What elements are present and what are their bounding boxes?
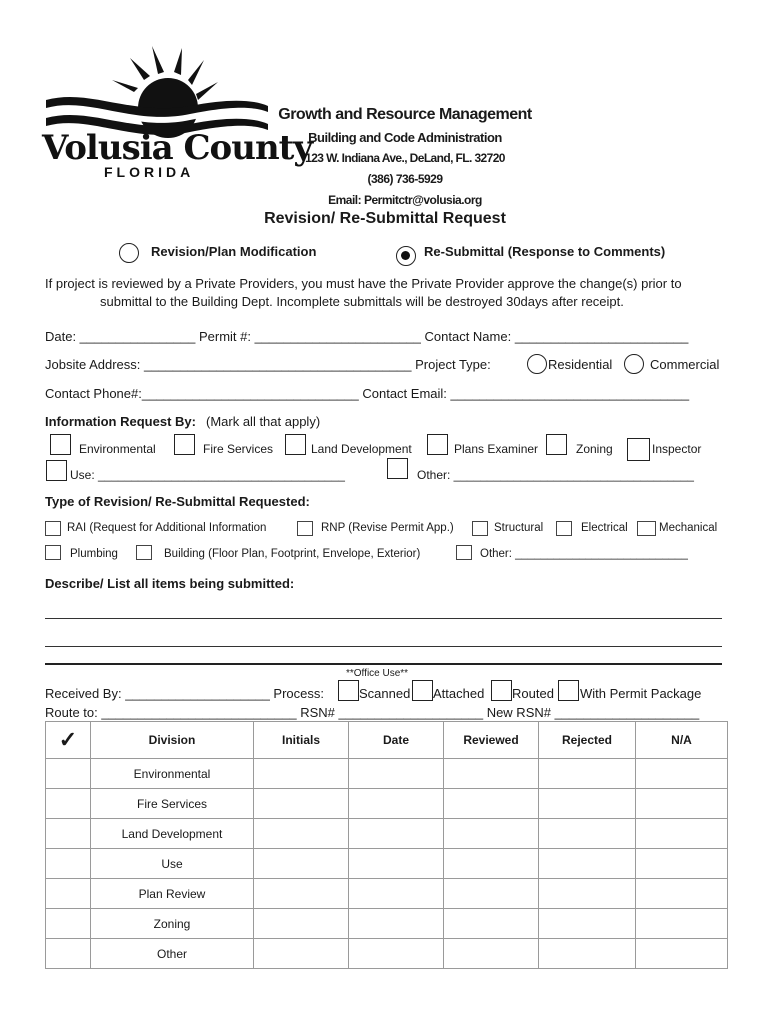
describe-line-2[interactable] <box>45 646 722 647</box>
revision-type-heading: Type of Revision/ Re-Submittal Requested: <box>45 494 310 509</box>
sun-logo-icon <box>40 42 270 142</box>
column-header: Date <box>349 722 444 759</box>
rejected-cell[interactable] <box>539 939 636 969</box>
initials-cell[interactable] <box>254 879 349 909</box>
checkbox-scanned[interactable] <box>338 680 359 701</box>
office-use-label: **Office Use** <box>346 668 409 679</box>
division-cell: Other <box>91 939 254 969</box>
route-rsn-line[interactable]: Route to: ___________________________ RSN# ____________________ New RSN# ____________________ <box>45 705 700 720</box>
table-header-row <box>46 722 728 759</box>
checkbox-building[interactable] <box>136 545 152 560</box>
na-cell[interactable] <box>636 789 728 819</box>
na-cell[interactable] <box>636 759 728 789</box>
other-request-line[interactable]: Other: ____________________________________ <box>417 468 694 482</box>
logo-county-name: Volusia County <box>42 128 313 168</box>
column-header: N/A <box>636 722 728 759</box>
date-cell[interactable] <box>349 939 444 969</box>
check-cell[interactable] <box>46 909 91 939</box>
contact-phone-email-line[interactable]: Contact Phone#:______________________________ Contact Email: _________________________________ <box>45 386 690 401</box>
info-request-hint: (Mark all that apply) <box>206 414 321 429</box>
initials-cell[interactable] <box>254 759 349 789</box>
na-cell[interactable] <box>636 909 728 939</box>
radio-residential-label: Residential <box>548 357 613 372</box>
checkbox-rai[interactable] <box>45 521 61 536</box>
check-cell[interactable] <box>46 789 91 819</box>
jobsite-address-line[interactable]: Jobsite Address: _____________________________________ Project Type: <box>45 357 491 372</box>
checkbox-land-development[interactable] <box>285 434 306 455</box>
rejected-cell[interactable] <box>539 789 636 819</box>
rejected-cell[interactable] <box>539 909 636 939</box>
label-plans-examiner: Plans Examiner <box>454 442 539 456</box>
date-cell[interactable] <box>349 849 444 879</box>
header-email: Email: Permitctr@volusia.org <box>328 193 482 207</box>
form-title: Revision/ Re-Submittal Request <box>264 210 506 227</box>
info-request-heading: Information Request By: <box>45 414 196 429</box>
checkbox-use[interactable] <box>46 460 67 481</box>
radio-revision-label: Revision/Plan Modification <box>151 244 317 259</box>
date-cell[interactable] <box>349 879 444 909</box>
column-header: Reviewed <box>444 722 539 759</box>
checkbox-structural[interactable] <box>472 521 488 536</box>
describe-line-3[interactable] <box>45 663 722 665</box>
label-structural: Structural <box>494 522 544 534</box>
describe-line-1[interactable] <box>45 618 722 619</box>
label-land-development: Land Development <box>311 442 412 456</box>
label-electrical: Electrical <box>581 522 628 534</box>
checkbox-mechanical[interactable] <box>637 521 656 536</box>
column-header: Initials <box>254 722 349 759</box>
checkbox-electrical[interactable] <box>556 521 572 536</box>
initials-cell[interactable] <box>254 819 349 849</box>
rejected-cell[interactable] <box>539 819 636 849</box>
na-cell[interactable] <box>636 819 728 849</box>
radio-commercial-label: Commercial <box>650 357 720 372</box>
radio-resubmittal-label: Re-Submittal (Response to Comments) <box>424 244 666 259</box>
checkbox-environmental[interactable] <box>50 434 71 455</box>
date-permit-contact-line[interactable]: Date: ________________ Permit #: _______________________ Contact Name: ________________________ <box>45 329 689 344</box>
initials-cell[interactable] <box>254 939 349 969</box>
label-zoning: Zoning <box>576 442 613 456</box>
reviewed-cell[interactable] <box>444 939 539 969</box>
initials-cell[interactable] <box>254 909 349 939</box>
label-attached: Attached <box>433 686 485 701</box>
na-cell[interactable] <box>636 849 728 879</box>
table-row <box>46 819 728 849</box>
reviewed-cell[interactable] <box>444 819 539 849</box>
table-row <box>46 879 728 909</box>
reviewed-cell[interactable] <box>444 759 539 789</box>
division-cell: Environmental <box>91 759 254 789</box>
reviewed-cell[interactable] <box>444 849 539 879</box>
checkbox-zoning[interactable] <box>546 434 567 455</box>
date-cell[interactable] <box>349 819 444 849</box>
use-line[interactable]: Use: _____________________________________ <box>70 468 345 482</box>
checkbox-inspector[interactable] <box>627 438 650 461</box>
other-type-line[interactable]: Other: ___________________________ <box>480 548 688 560</box>
label-inspector: Inspector <box>652 442 702 456</box>
date-cell[interactable] <box>349 909 444 939</box>
na-cell[interactable] <box>636 939 728 969</box>
table-row <box>46 909 728 939</box>
received-by-line[interactable]: Received By: ____________________ Process: <box>45 686 324 701</box>
rejected-cell[interactable] <box>539 879 636 909</box>
reviewed-cell[interactable] <box>444 909 539 939</box>
label-routed: Routed <box>512 686 554 701</box>
division-cell: Fire Services <box>91 789 254 819</box>
describe-heading: Describe/ List all items being submitted: <box>45 576 295 591</box>
radio-residential[interactable] <box>527 354 547 374</box>
rejected-cell[interactable] <box>539 759 636 789</box>
na-cell[interactable] <box>636 879 728 909</box>
check-cell[interactable] <box>46 759 91 789</box>
check-cell[interactable] <box>46 819 91 849</box>
checkbox-plans-examiner[interactable] <box>427 434 448 455</box>
date-cell[interactable] <box>349 759 444 789</box>
label-scanned: Scanned <box>359 686 411 701</box>
table-row <box>46 939 728 969</box>
table-row <box>46 789 728 819</box>
checkbox-with-permit[interactable] <box>558 680 579 701</box>
checkbox-other-type[interactable] <box>456 545 472 560</box>
checkmark-icon: ✓ <box>58 727 78 752</box>
header-phone: (386) 736-5929 <box>367 172 443 186</box>
check-cell[interactable] <box>46 939 91 969</box>
check-cell[interactable] <box>46 879 91 909</box>
header-division: Building and Code Administration <box>308 130 502 145</box>
table-row <box>46 849 728 879</box>
notice-line-2: submittal to the Building Dept. Incomplete submittals will be destroyed 30days after receipt. <box>100 294 624 309</box>
radio-resubmittal[interactable] <box>396 246 416 266</box>
reviewed-cell[interactable] <box>444 879 539 909</box>
checkbox-other-request[interactable] <box>387 458 408 479</box>
date-cell[interactable] <box>349 789 444 819</box>
checkbox-routed[interactable] <box>491 680 512 701</box>
check-column-header <box>46 722 91 759</box>
table-row <box>46 759 728 789</box>
radio-revision[interactable] <box>119 243 139 263</box>
radio-commercial[interactable] <box>624 354 644 374</box>
notice-line-1: If project is reviewed by a Private Providers, you must have the Private Provider approve the change(s) prior to <box>45 276 682 291</box>
header-department: Growth and Resource Management <box>278 106 532 123</box>
checkbox-plumbing[interactable] <box>45 545 61 560</box>
label-rai: RAI (Request for Additional Information <box>67 522 267 534</box>
division-cell: Plan Review <box>91 879 254 909</box>
label-environmental: Environmental <box>79 442 156 456</box>
initials-cell[interactable] <box>254 789 349 819</box>
division-cell: Zoning <box>91 909 254 939</box>
division-cell: Land Development <box>91 819 254 849</box>
routing-table <box>45 721 728 969</box>
label-mechanical: Mechanical <box>659 522 718 534</box>
column-header: Rejected <box>539 722 636 759</box>
county-logo <box>40 42 313 182</box>
initials-cell[interactable] <box>254 849 349 879</box>
checkbox-rnp[interactable] <box>297 521 313 536</box>
header-address: 123 W. Indiana Ave., DeLand, FL. 32720 <box>305 151 505 165</box>
checkbox-attached[interactable] <box>412 680 433 701</box>
label-rnp: RNP (Revise Permit App.) <box>321 522 454 534</box>
division-cell: Use <box>91 849 254 879</box>
label-plumbing: Plumbing <box>70 548 118 560</box>
check-cell[interactable] <box>46 849 91 879</box>
reviewed-cell[interactable] <box>444 789 539 819</box>
label-with-permit: With Permit Package <box>580 686 702 701</box>
label-building: Building (Floor Plan, Footprint, Envelope, Exterior) <box>164 548 421 560</box>
rejected-cell[interactable] <box>539 849 636 879</box>
logo-state-name: FLORIDA <box>104 164 195 180</box>
label-fire-services: Fire Services <box>203 442 274 456</box>
column-header: Division <box>91 722 254 759</box>
checkbox-fire-services[interactable] <box>174 434 195 455</box>
